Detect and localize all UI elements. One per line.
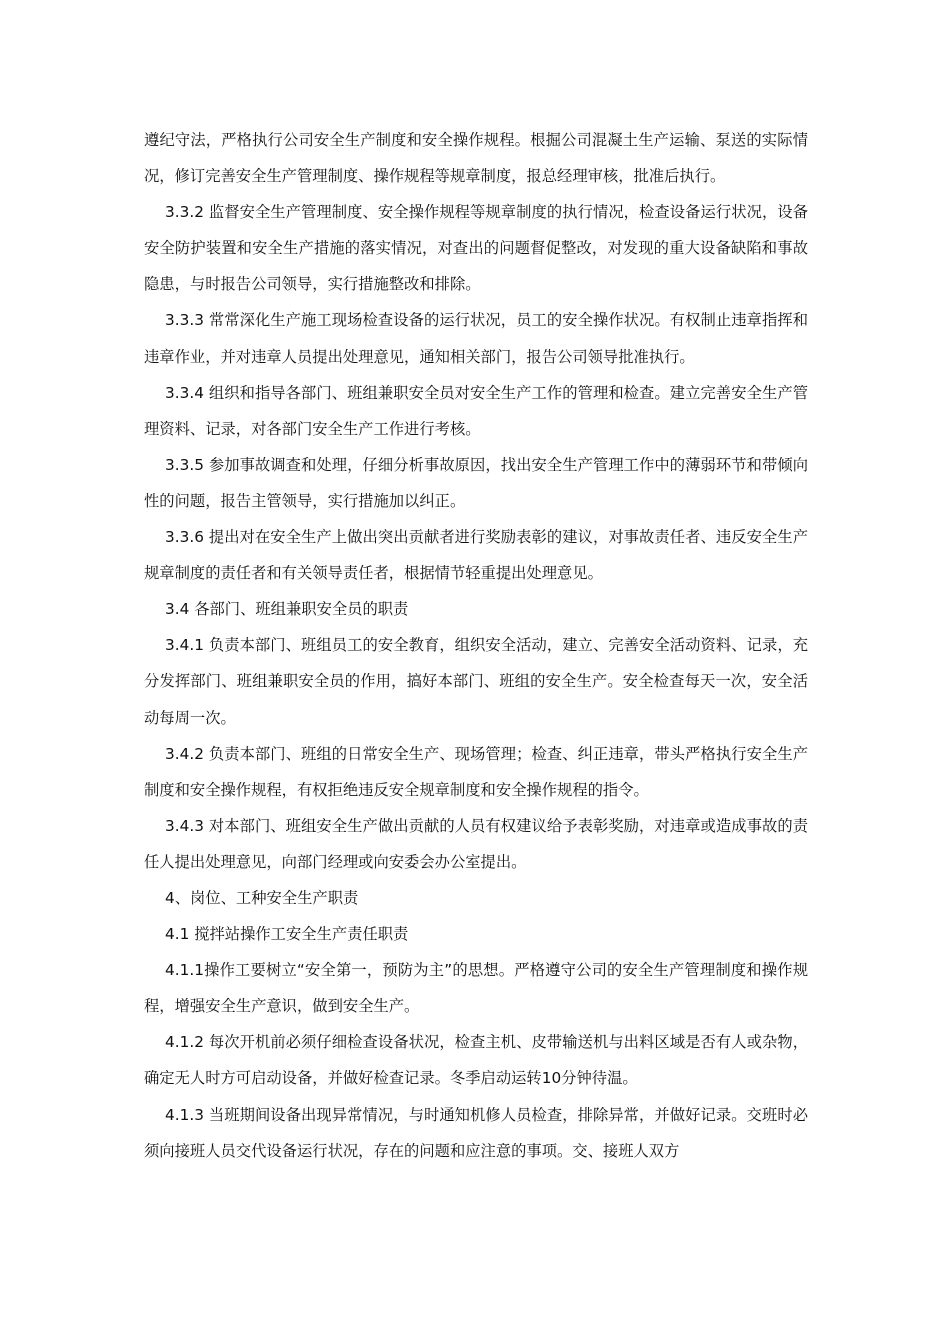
paragraph-continuation: 遵纪守法，严格执行公司安全生产制度和安全操作规程。根掘公司混凝土生产运输、泵送的实际情况，修订完善安全生产管理制度、操作规程等规章制度，报总经理审核，批准后执行。: [144, 131, 808, 186]
paragraph-3-4-3: 3.4.3 对本部门、班组安全生产做出贡献的人员有权建议给予表彰奖励，对违章或造成事故的责任人提出处理意见，向部门经理或向安委会办公室提出。: [144, 816, 808, 871]
paragraph-4-1-2: 4.1.2 每次开机前必须仔细检查设备状况，检查主机、皮带输送机与出料区域是否有人或杂物，确定无人时方可启动设备，并做好检查记录。冬季启动运转10分钟待温。: [144, 1033, 808, 1088]
section-heading-4-1: 4.1 搅拌站操作工安全生产责任职责: [165, 925, 409, 944]
paragraph-3-3-3: 3.3.3 常常深化生产施工现场检查设备的运行状况，员工的安全操作状况。有权制止违章指挥和违章作业，并对违章人员提出处理意见，通知相关部门，报告公司领导批准执行。: [144, 311, 808, 366]
paragraph-4-1-3: 4.1.3 当班期间设备出现异常情况，与时通知机修人员检查，排除异常，并做好记录。交班时必须向接班人员交代设备运行状况，存在的问题和应注意的事项。交、接班人双方: [144, 1105, 808, 1160]
paragraph-3-3-6: 3.3.6 提出对在安全生产上做出突出贡献者进行奖励表彰的建议，对事故责任者、违反安全生产规章制度的责任者和有关领导责任者，根据情节轻重提出处理意见。: [144, 528, 808, 583]
paragraph-3-4-2: 3.4.2 负责本部门、班组的日常安全生产、现场管理；检查、纠正违章，带头严格执行安全生产制度和安全操作规程，有权拒绝违反安全规章制度和安全操作规程的指令。: [144, 744, 808, 799]
paragraph-3-4-1: 3.4.1 负责本部门、班组员工的安全教育，组织安全活动，建立、完善安全活动资料、记录，充分发挥部门、班组兼职安全员的作用，搞好本部门、班组的安全生产。安全检查每天一次，安全活动每周一次。: [144, 636, 808, 727]
paragraph-3-3-2: 3.3.2 监督安全生产管理制度、安全操作规程等规章制度的执行情况，检查设备运行状况，设备安全防护装置和安全生产措施的落实情况，对查出的问题督促整改，对发现的重大设备缺陷和事故隐患，与时报告公司领导，实行措施整改和排除。: [144, 203, 808, 294]
paragraph-3-3-5: 3.3.5 参加事故调查和处理，仔细分析事故原因，找出安全生产管理工作中的薄弱环节和带倾向性的问题，报告主管领导，实行措施加以纠正。: [144, 455, 808, 510]
paragraph-3-3-4: 3.3.4 组织和指导各部门、班组兼职安全员对安全生产工作的管理和检查。建立完善安全生产管理资料、记录，对各部门安全生产工作进行考核。: [144, 383, 808, 438]
document-body: [144, 122, 808, 1169]
section-heading-4: 4、岗位、工种安全生产职责: [165, 888, 359, 907]
paragraph-4-1-1: 4.1.1操作工要树立“安全第一，预防为主”的思想。严格遵守公司的安全生产管理制度和操作规程，增强安全生产意识，做到安全生产。: [144, 961, 808, 1016]
section-heading-3-4: 3.4 各部门、班组兼职安全员的职责: [165, 600, 409, 619]
